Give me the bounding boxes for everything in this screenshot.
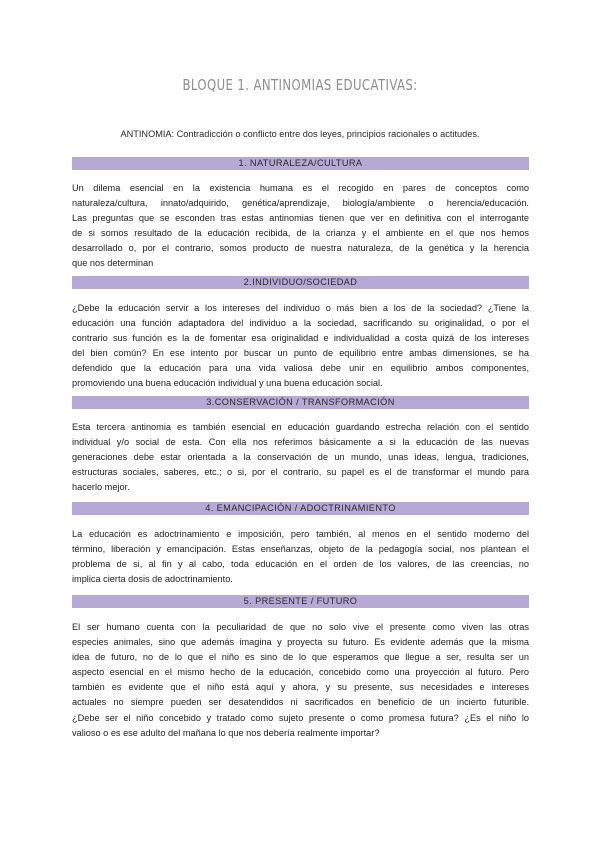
section-body-naturaleza-cultura: [72, 181, 529, 272]
text-line: Esta tercera antinomia es también esencial en educación guardando estrecha relación con el sentido: [72, 422, 529, 432]
text-line: Las preguntas que se esconden tras estas antinomias tienen que ver en definitiva con el interrogante: [72, 213, 529, 224]
text-line: desarrollado o, por el contrario, somos producto de nuestra naturaleza, de la genética y la herencia: [72, 243, 529, 254]
text-line: que nos determinan: [72, 258, 154, 269]
text-line: individual y/o social de esta. Con ella nos referimos básicamente a si la educación de las nuevas: [72, 437, 529, 448]
text-line: implica cierta dosis de adoctrinamiento.: [72, 574, 233, 585]
text-line: naturaleza/cultura, innato/adquirido, genética/aprendizaje, biología/ambiente o herencia/educación.: [72, 198, 529, 209]
section-heading-presente-futuro: 5. PRESENTE / FUTURO: [72, 595, 529, 608]
text-line: defendido que la educación para una vida valiosa debe unir en equilibrio ambos componentes,: [72, 363, 529, 374]
text-line: generaciones debe estar orientada a la conservación de un mundo, unas ideas, lengua, tradiciones,: [72, 452, 529, 463]
text-line: del bien común? En ese intento por buscar un punto de equilibrio entre ambas dimensiones, se ha: [72, 348, 529, 359]
section-body-emancipacion-adoctrinamiento: [72, 527, 529, 587]
text-line: valioso o es ese adulto del mañana lo que nos debería realmente importar?: [72, 727, 380, 738]
text-line: aspecto esencial en el mismo hecho de la educación, concebido como una proyección al futuro. Pero: [72, 667, 529, 678]
text-line: ¿Debe la educación servir a los intereses del individuo o más bien a los de la sociedad? ¿Tiene la: [72, 303, 529, 313]
text-line: El ser humano cuenta con la peculiaridad de que no solo vive el presente como viven las otras: [72, 622, 529, 632]
text-line: contrario sus función es la de fomentar esa originalidad e individualidad a costa quizá de los intereses: [72, 333, 529, 344]
section-heading-conservacion-transformacion: 3.CONSERVACIÓN / TRANSFORMACIÓN: [72, 396, 529, 409]
text-line: actuales no siempre pueden ser desatendidos ni sacrificados en beneficio de un incierto futurible.: [72, 697, 529, 708]
text-line: estructuras sociales, saberes, etc.; o si, por el contrario, su papel es el de transformar el mundo para: [72, 467, 529, 478]
text-line: ¿Debe ser el niño concebido y tratado como sujeto presente o como promesa futura? ¿Es el niño lo: [72, 712, 529, 723]
text-line: idea de futuro, no de lo que el niño es sino de lo que esperamos que llegue a ser, resulta ser un: [72, 652, 529, 663]
section-body-individuo-sociedad: [72, 301, 529, 392]
section-heading-individuo-sociedad: 2.INDIVIDUO/SOCIEDAD: [72, 276, 529, 289]
text-line: promoviendo una buena educación individual y una buena educación social.: [72, 378, 383, 389]
text-line: Un dilema esencial en la existencia humana es el recogido en pares de conceptos como: [72, 183, 529, 193]
section-heading-emancipacion-adoctrinamiento: 4. EMANCIPACIÓN / ADOCTRINAMIENTO: [72, 502, 529, 515]
text-line: también es evidente que el niño está aquí y ahora, y su presente, sus necesidades e intereses: [72, 682, 529, 693]
text-line: La educación es adoctrinamiento e imposición, pero también, al menos en el sentido moderno del: [72, 529, 529, 539]
text-line: especies animales, sino que además imagina y proyecta su futuro. Es evidente además que la misma: [72, 637, 529, 648]
text-line: problema de si, al fin y al cabo, toda educación en el orden de los valores, de las creencias, no: [72, 559, 529, 570]
section-body-presente-futuro: [72, 620, 529, 741]
antinomia-definition: ANTINOMIA: Contradicción o conflicto entre dos leyes, principios racionales o actitudes.: [120, 129, 480, 139]
section-body-conservacion-transformacion: [72, 420, 529, 495]
text-line: de si somos resultado de la educación recibida, de la crianza y el ambiente en el que nos hemos: [72, 228, 529, 239]
document-title: BLOQUE 1. ANTINOMIAS EDUCATIVAS:: [182, 76, 418, 94]
text-line: término, liberación y emancipación. Estas enseñanzas, objeto de la pedagogía social, nos plantean el: [72, 544, 529, 555]
text-line: hacerlo mejor.: [72, 482, 130, 493]
text-line: educación una función adaptadora del individuo a la sociedad, sacrificando su originalidad, o por el: [72, 318, 529, 329]
section-heading-naturaleza-cultura: 1. NATURALEZA/CULTURA: [72, 157, 529, 170]
